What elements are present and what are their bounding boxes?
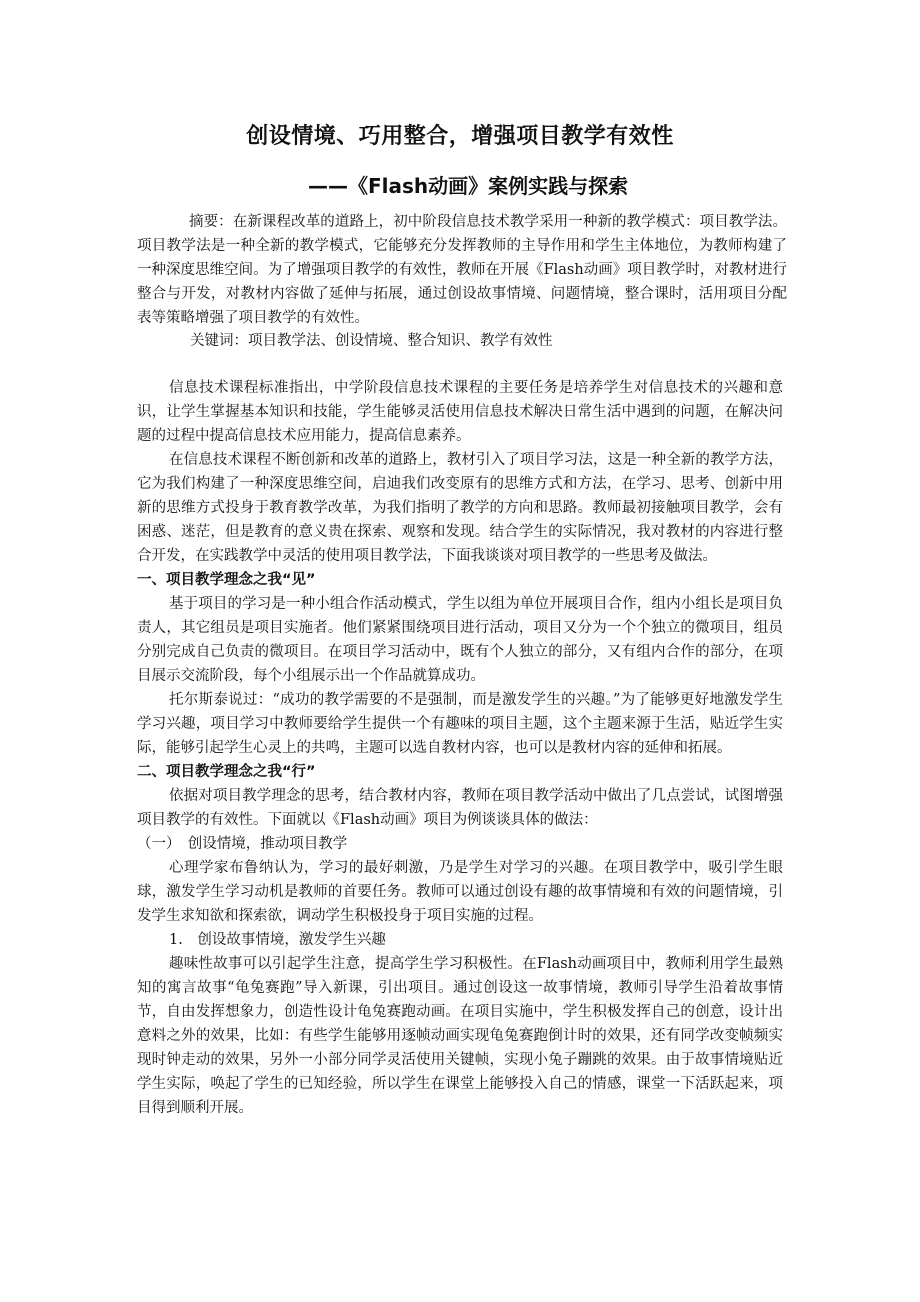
body-paragraph: 趣味性故事可以引起学生注意，提高学生学习积极性。在Flash动画项目中，教师利用学生最熟知的寓言故事“龟兔赛跑”导入新课，引出项目。通过创设这一故事情境，教师引导学生沿着故事情节，自由发挥想象力，创造性设计龟兔赛跑动画。在项目实施中，学生积极发挥自己的创意，设计出意料之外的效果，比如：有些学生能够用逐帧动画实现龟兔赛跑倒计时的效果，还有同学改变帧频实现时钟走动的效果，另外一小部分同学灵活使用关键帧，实现小兔子蹦跳的效果。由于故事情境贴近学生实际，唤起了学生的已知经验，所以学生在课堂上能够投入自己的情感，课堂一下活跃起来，项目得到顺利开展。 [137, 956, 783, 1116]
abstract-block [137, 210, 787, 330]
document-title: 创设情境、巧用整合，增强项目教学有效性 [246, 124, 674, 149]
abstract-text: 摘要：在新课程改革的道路上，初中阶段信息技术教学采用一种新的教学模式：项目教学法。项目教学法是一种全新的教学模式，它能够充分发挥教师的主导作用和学生主体地位，为教师构建了一种深度思维空间。为了增强项目教学的有效性，教师在开展《Flash动画》项目教学时，对教材进行整合与开发，对教材内容做了延伸与拓展，通过创设故事情境、问题情境，整合课时，活用项目分配表等策略增强了项目教学的有效性。 [137, 214, 787, 326]
document-body [137, 376, 783, 1120]
keywords-line: 关键词：项目教学法、创设情境、整合知识、教学有效性 [190, 333, 553, 349]
item-heading-1: 1. 创设故事情境，激发学生兴趣 [169, 932, 386, 948]
body-paragraph: 在信息技术课程不断创新和改革的道路上，教材引入了项目学习法，这是一种全新的教学方法，它为我们构建了一种深度思维空间，启迪我们改变原有的思维方式和方法，在学习、思考、创新中用新的思维方式投身于教育教学改革，为我们指明了教学的方向和思路。教师最初接触项目教学，会有困惑、迷茫，但是教育的意义贵在探索、观察和发现。结合学生的实际情况，我对教材的内容进行整合开发，在实践教学中灵活的使用项目教学法，下面我谈谈对项目教学的一些思考及做法。 [137, 452, 783, 564]
body-paragraph: 信息技术课程标准指出，中学阶段信息技术课程的主要任务是培养学生对信息技术的兴趣和意识，让学生掌握基本知识和技能，学生能够灵活使用信息技术解决日常生活中遇到的问题，在解决问题的过程中提高信息技术应用能力，提高信息素养。 [137, 380, 783, 444]
body-paragraph: 基于项目的学习是一种小组合作活动模式，学生以组为单位开展项目合作，组内小组长是项目负责人，其它组员是项目实施者。他们紧紧围绕项目进行活动，项目又分为一个个独立的微项目，组员分别完成自己负责的微项目。在项目学习活动中，既有个人独立的部分，又有组内合作的部分，在项目展示交流阶段，每个小组展示出一个作品就算成功。 [137, 596, 783, 684]
body-paragraph: 托尔斯泰说过：“成功的教学需要的不是强制，而是激发学生的兴趣。”为了能够更好地激发学生学习兴趣，项目学习中教师要给学生提供一个有趣味的项目主题，这个主题来源于生活，贴近学生实际，能够引起学生心灵上的共鸣，主题可以选自教材内容，也可以是教材内容的延伸和拓展。 [137, 692, 783, 756]
document-subtitle: ——《Flash动画》案例实践与探索 [308, 174, 629, 198]
body-paragraph: 依据对项目教学理念的思考，结合教材内容，教师在项目教学活动中做出了几点尝试，试图增强项目教学的有效性。下面就以《Flash动画》项目为例谈谈具体的做法： [137, 788, 783, 828]
section-heading-1: 一、项目教学理念之我“见” [137, 572, 316, 588]
section-heading-2: 二、项目教学理念之我“行” [137, 764, 316, 780]
subsection-heading-1: （一） 创设情境，推动项目教学 [137, 836, 348, 852]
body-paragraph: 心理学家布鲁纳认为，学习的最好刺激，乃是学生对学习的兴趣。在项目教学中，吸引学生眼球，激发学生学习动机是教师的首要任务。教师可以通过创设有趣的故事情境和有效的问题情境，引发学生求知欲和探索欲，调动学生积极投身于项目实施的过程。 [137, 860, 783, 924]
